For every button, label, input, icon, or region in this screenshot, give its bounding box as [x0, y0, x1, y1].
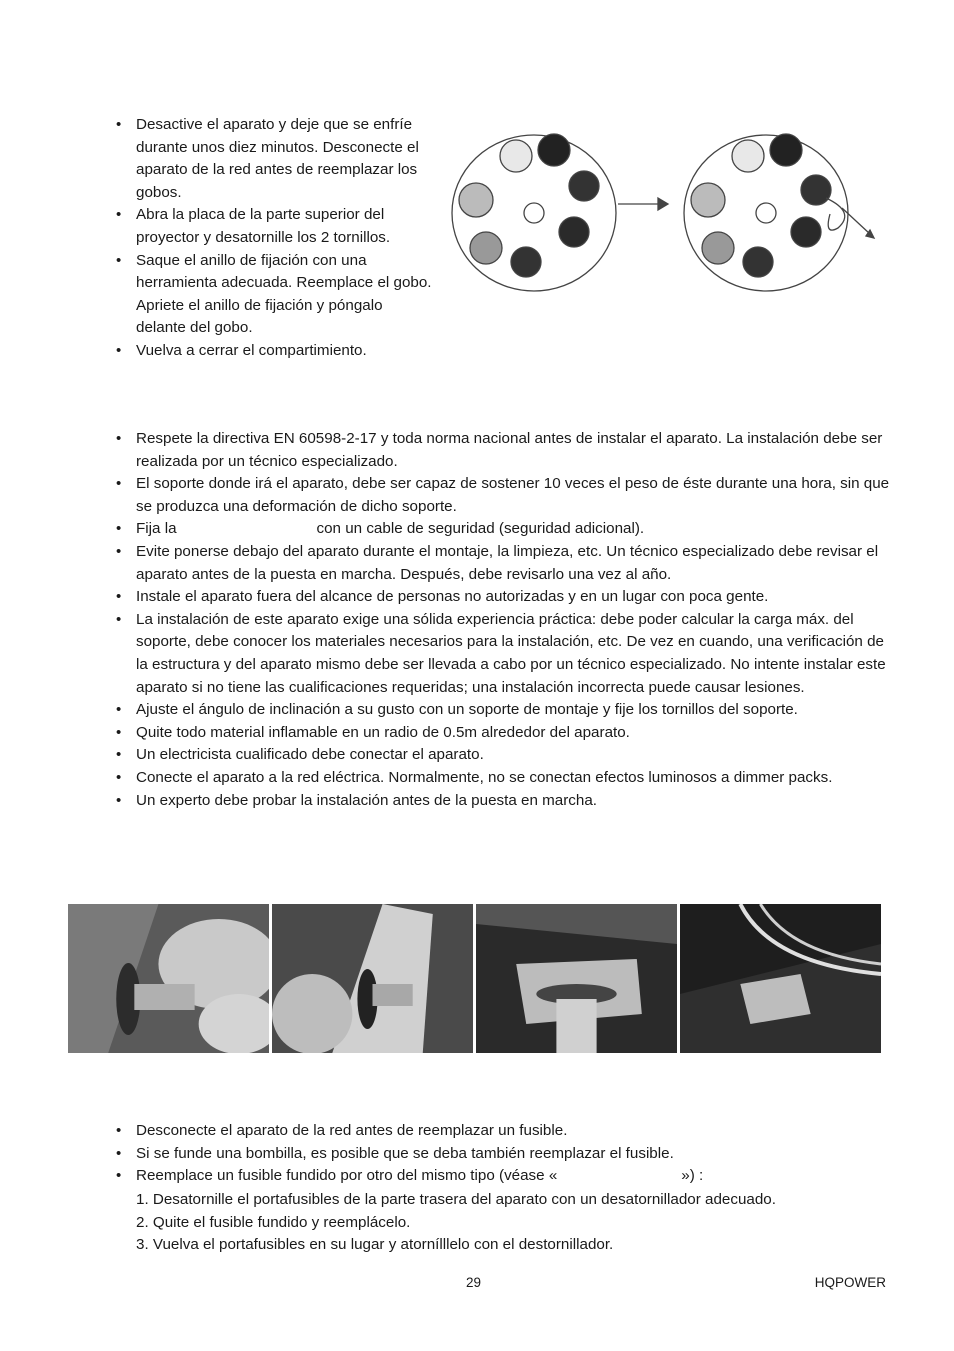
list-item: • Saque el anillo de fijación con una herramienta adecuada. Reemplace el gobo. Apriete el anillo de fijación y póngalo delante del gobo. [114, 250, 434, 340]
list-item: • Vuelva a cerrar el compartimiento. [114, 340, 434, 363]
safety-cable-suffix: con un cable de seguridad (seguridad adicional). [316, 520, 645, 538]
mounting-photo-4 [680, 904, 881, 1053]
gobo-replacement-list [114, 114, 434, 363]
brand-name: HQPOWER [814, 1275, 886, 1290]
gobo-wheel-diagram [446, 128, 882, 298]
list-item: • Ajuste el ángulo de inclinación a su gusto con un soporte de montaje y fije los tornillos del soporte. [114, 699, 894, 722]
list-item: • Un experto debe probar la instalación antes de la puesta en marcha. [114, 790, 894, 813]
mounting-photo-2 [272, 904, 473, 1053]
gobo-wheel-after [684, 134, 874, 291]
list-item: • Un electricista cualificado debe conectar el aparato. [114, 744, 894, 767]
list-item: • Quite todo material inflamable en un radio de 0.5m alrededor del aparato. [114, 722, 894, 745]
fuse-steps-list [136, 1189, 896, 1257]
list-item [114, 518, 894, 541]
list-item: • Desconecte el aparato de la red antes de reemplazar un fusible. [114, 1120, 894, 1143]
list-item: 3. Vuelva el portafusibles en su lugar y atornílllelo con el destornillador. [136, 1236, 614, 1254]
list-item [114, 1165, 894, 1188]
mounting-photo-1 [68, 904, 269, 1053]
list-item: 2. Quite el fusible fundido y reemplácelo. [136, 1213, 411, 1231]
list-item: 1. Desatornille el portafusibles de la parte trasera del aparato con un desatornillador adecuado. [136, 1191, 776, 1208]
list-item: • Respete la directiva EN 60598-2-17 y toda norma nacional antes de instalar el aparato. La instalación debe ser realizada por un técnico especializado. [114, 428, 894, 473]
gobo-wheel-before [452, 134, 616, 291]
list-item: • Conecte el aparato a la red eléctrica. Normalmente, no se conectan efectos luminosos a dimmer packs. [114, 767, 894, 790]
fuse-replace-prefix: Reemplace un fusible fundido por otro del mismo tipo (véase « [136, 1167, 558, 1185]
fuse-replacement-list [114, 1120, 894, 1188]
list-item: • Abra la placa de la parte superior del proyector y desatornille los 2 tornillos. [114, 204, 434, 249]
mounting-photo-3 [476, 904, 677, 1053]
safety-cable-prefix: Fija la [136, 520, 177, 538]
arrow-icon [618, 198, 668, 210]
page-number: 29 [466, 1275, 482, 1290]
mounting-photos [68, 904, 881, 1053]
list-item: • El soporte donde irá el aparato, debe ser capaz de sostener 10 veces el peso de éste durante una hora, sin que se produzca una deformación de dicho soporte. [114, 473, 894, 518]
fuse-replace-suffix: ») : [681, 1167, 704, 1185]
list-item: • La instalación de este aparato exige una sólida experiencia práctica: debe poder calcular la carga máx. del soporte, debe conocer los materiales necesarios para la instalación, etc. De vez en cuando, una verificación de la estructura y del aparato mismo debe ser llevada a cabo por un técnico especializado. No intente instalar este aparato si no tiene las cualificaciones requeridas; una instalación incorrecta puede causar lesiones. [114, 609, 894, 699]
list-item: • Evite ponerse debajo del aparato durante el montaje, la limpieza, etc. Un técnico especializado debe revisar el aparato antes de la puesta en marcha. Después, debe revisarlo una vez al año. [114, 541, 894, 586]
installation-list [114, 428, 894, 812]
list-item: • Desactive el aparato y deje que se enfríe durante unos diez minutos. Desconecte el aparato de la red antes de reemplazar los gobos. [114, 114, 434, 204]
list-item: • Si se funde una bombilla, es posible que se deba también reemplazar el fusible. [114, 1143, 894, 1166]
list-item: • Instale el aparato fuera del alcance de personas no autorizadas y en un lugar con poca gente. [114, 586, 894, 609]
